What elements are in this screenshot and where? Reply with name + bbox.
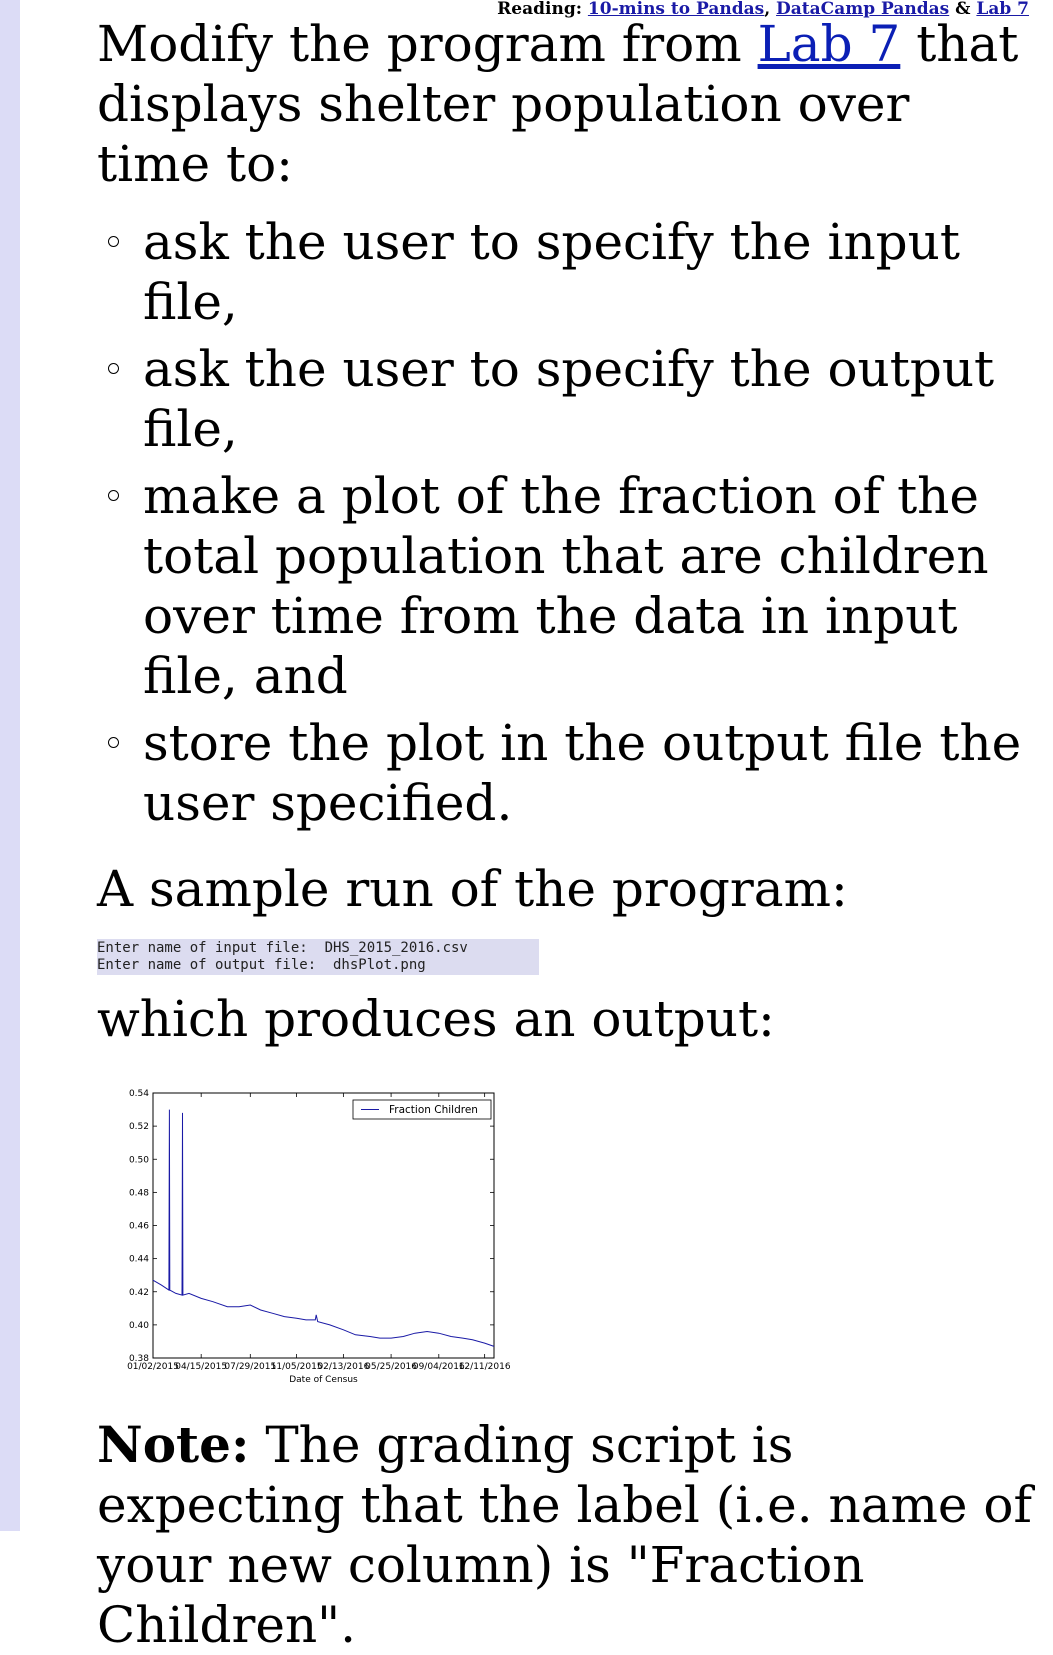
code-line-input: Enter name of input file: DHS_2015_2016.csv: [97, 940, 468, 956]
link-lab-7-reading[interactable]: Lab 7: [976, 0, 1029, 19]
x-tick-label: 07/29/2015: [224, 1362, 277, 1372]
legend-label: Fraction Children: [389, 1104, 478, 1116]
link-10-mins-to-pandas[interactable]: 10-mins to Pandas: [587, 0, 765, 19]
y-tick-label: 0.48: [128, 1188, 149, 1199]
code-line-output: Enter name of output file: dhsPlot.png: [97, 957, 426, 973]
circle-bullet-icon: [108, 737, 119, 748]
circle-bullet-icon: [108, 490, 119, 501]
left-margin-bar: [0, 0, 20, 1531]
y-tick-label: 0.44: [128, 1254, 149, 1265]
produces-text: which produces an output:: [97, 990, 775, 1048]
y-tick-label: 0.54: [128, 1089, 149, 1099]
x-tick-label: 01/02/2015: [127, 1362, 179, 1372]
circle-bullet-icon: [108, 236, 119, 247]
y-tick-label: 0.42: [128, 1287, 149, 1298]
y-tick-label: 0.46: [128, 1221, 149, 1232]
x-tick-label: 09/04/2016: [412, 1362, 465, 1372]
list-item: store the plot in the output file the user specified.: [97, 713, 1032, 833]
list-item: ask the user to specify the input file,: [97, 212, 1032, 332]
plot-svg: [97, 1089, 537, 1389]
plot-frame: [153, 1093, 494, 1358]
list-item: make a plot of the fraction of the total population that are children over time from the data in input file, and: [97, 466, 1032, 706]
link-datacamp-pandas[interactable]: DataCamp Pandas: [776, 0, 950, 19]
main-content: [97, 14, 1032, 1655]
y-tick-label: 0.50: [128, 1155, 149, 1166]
x-tick-label: 05/25/2016: [365, 1362, 418, 1372]
sample-run-heading: A sample run of the program:: [97, 860, 848, 918]
x-tick-label: 12/11/2016: [458, 1362, 511, 1372]
reading-links: Reading: 10-mins to Pandas, DataCamp Pandas & Lab 7: [497, 0, 1029, 19]
link-lab-7[interactable]: Lab 7: [757, 15, 901, 73]
x-tick-label: 02/13/2016: [317, 1362, 370, 1372]
intro-paragraph: Modify the program from Lab 7 that displays shelter population over time to:: [97, 15, 1019, 193]
note-paragraph: Note: The grading script is expecting that the label (i.e. name of your new column) is "Fraction Children".: [97, 1415, 1033, 1654]
task-list: [97, 212, 1032, 833]
y-tick-label: 0.40: [128, 1320, 149, 1331]
y-tick-label: 0.38: [128, 1354, 149, 1364]
y-tick-label: 0.52: [128, 1122, 149, 1133]
reading-label: Reading:: [497, 0, 582, 19]
note-label: Note:: [97, 1415, 250, 1474]
circle-bullet-icon: [108, 363, 119, 374]
x-tick-label: 11/05/2015: [270, 1362, 323, 1372]
x-axis-label: Date of Census: [289, 1375, 358, 1385]
sample-run-code: [97, 939, 539, 975]
list-item: ask the user to specify the output file,: [97, 339, 1032, 459]
x-tick-label: 04/15/2015: [175, 1362, 228, 1372]
fraction-children-plot: [97, 1089, 537, 1389]
